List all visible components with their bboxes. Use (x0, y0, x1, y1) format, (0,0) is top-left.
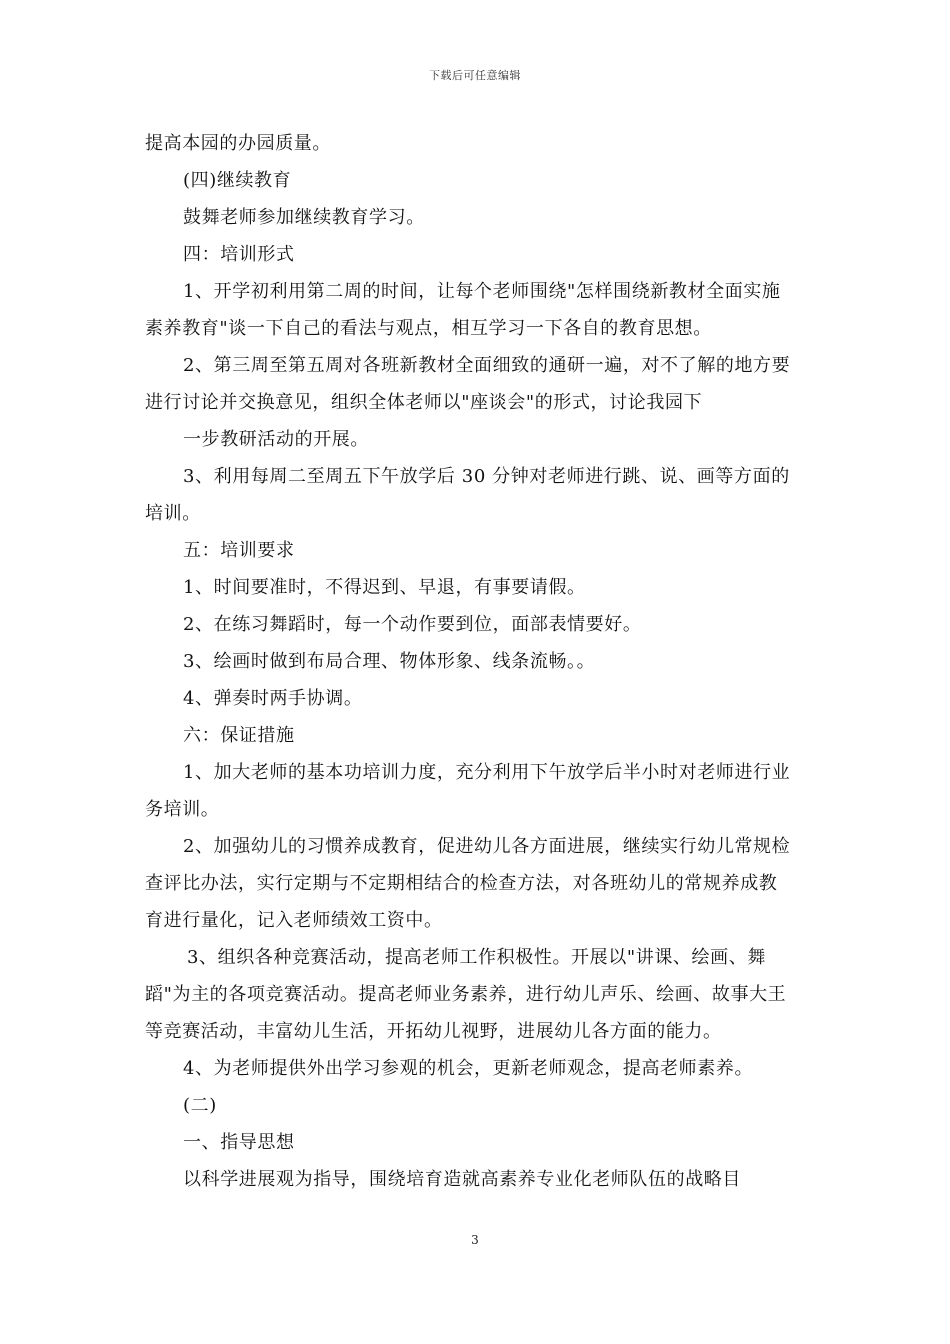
text-line: 4、为老师提供外出学习参观的机会，更新老师观念，提高老师素养。 (183, 1058, 754, 1079)
text-line: (四)继续教育 (183, 170, 292, 191)
text-line: 2、在练习舞蹈时，每一个动作要到位，面部表情要好。 (183, 614, 642, 635)
text-line: 4、弹奏时两手协调。 (183, 688, 363, 709)
text-line: 以科学进展观为指导，围绕培育造就高素养专业化老师队伍的战略目 (183, 1169, 741, 1190)
text-line: 一步教研活动的开展。 (183, 429, 369, 450)
text-line: 四：培训形式 (183, 244, 295, 265)
text-line: 进行讨论并交换意见，组织全体老师以"座谈会"的形式，讨论我园下 (145, 392, 703, 413)
text-line: 鼓舞老师参加继续教育学习。 (183, 207, 425, 228)
text-line: 一、指导思想 (183, 1132, 295, 1153)
text-line: 蹈"为主的各项竞赛活动。提高老师业务素养，进行幼儿声乐、绘画、故事大王 (145, 984, 787, 1005)
page-number: 3 (471, 1233, 479, 1247)
document-body (145, 125, 810, 1198)
text-line: 1、时间要准时，不得迟到、早退，有事要请假。 (183, 577, 586, 598)
text-line: 六：保证措施 (183, 725, 295, 746)
text-line: 2、加强幼儿的习惯养成教育，促进幼儿各方面进展，继续实行幼儿常规检 (183, 836, 791, 857)
text-line: 育进行量化，记入老师绩效工资中。 (145, 910, 443, 931)
text-line: 1、加大老师的基本功培训力度，充分利用下午放学后半小时对老师进行业 (183, 762, 791, 783)
text-line: 等竞赛活动，丰富幼儿生活，开拓幼儿视野，进展幼儿各方面的能力。 (145, 1021, 722, 1042)
text-line: 素养教育"谈一下自己的看法与观点，相互学习一下各自的教育思想。 (145, 318, 712, 339)
page-header: 下载后可任意编辑 (429, 69, 521, 82)
text-line: 培训。 (145, 503, 201, 524)
text-line: 3、组织各种竞赛活动，提高老师工作积极性。开展以"讲课、绘画、舞 (187, 947, 766, 968)
text-line: 3、绘画时做到布局合理、物体形象、线条流畅。。 (183, 651, 596, 672)
text-line: 提高本园的办园质量。 (145, 133, 331, 154)
text-line: (二) (183, 1095, 217, 1116)
text-line: 3、利用每周二至周五下午放学后 30 分钟对老师进行跳、说、画等方面的 (183, 466, 790, 487)
text-line: 查评比办法，实行定期与不定期相结合的检查方法，对各班幼儿的常规养成教 (145, 873, 778, 894)
text-line: 务培训。 (145, 799, 220, 820)
text-line: 2、第三周至第五周对各班新教材全面细致的通研一遍，对不了解的地方要 (183, 355, 791, 376)
text-line: 1、开学初利用第二周的时间，让每个老师围绕"怎样围绕新教材全面实施 (183, 281, 781, 302)
text-line: 五：培训要求 (183, 540, 295, 561)
